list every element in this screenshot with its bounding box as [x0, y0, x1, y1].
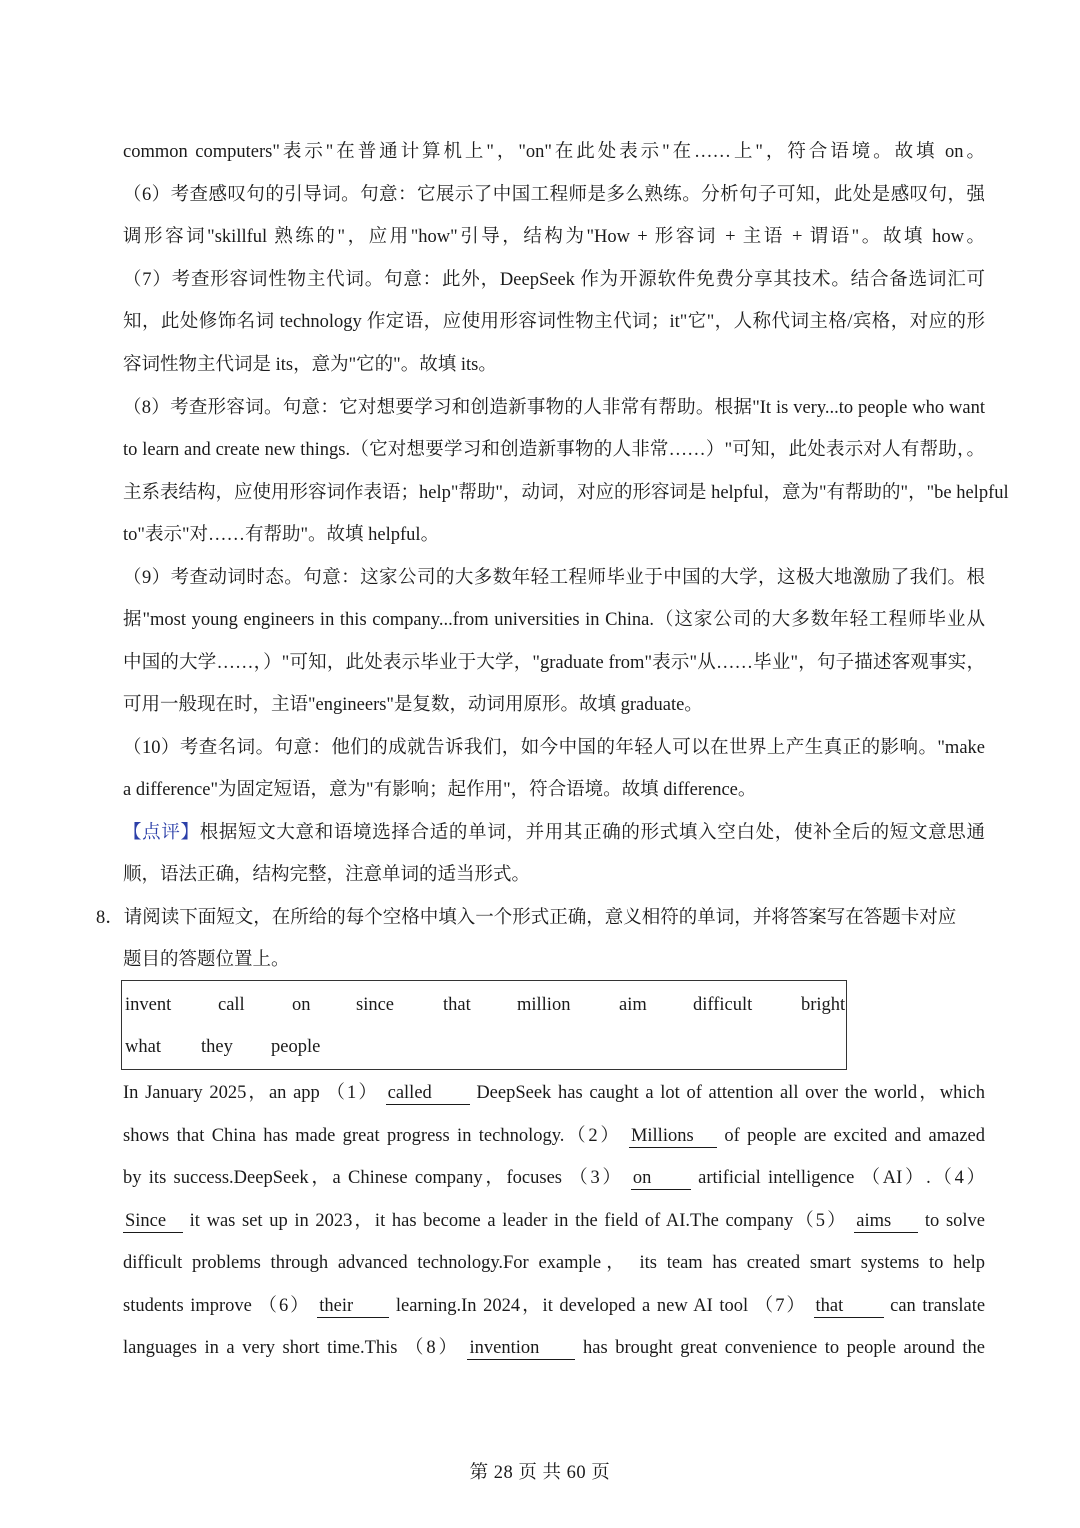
passage-line [123, 1207, 985, 1235]
word-bank-word: million [517, 995, 571, 1015]
explanation-line: to learn and create new things.（它对想要学习和创造新事物的人非常……）"可知，此处表示对人有帮助，。 [123, 440, 985, 460]
passage-text: by its success.DeepSeek，a Chinese company，focuses （3） [123, 1168, 624, 1188]
word-bank-word: what [125, 1037, 161, 1057]
word-bank-word: difficult [693, 995, 753, 1015]
comment-label: 【点评】 [123, 823, 200, 843]
word-bank-word: since [356, 995, 395, 1015]
answer-blank-1: called [386, 1082, 470, 1105]
passage-text: it was set up in 2023，it has become a leader in the field of AI.The company（5） [189, 1211, 848, 1231]
answer-blank-5: aims [854, 1210, 918, 1233]
passage-text: In January 2025，an app （1） [123, 1083, 379, 1103]
passage-text: artificial intelligence （AI）.（4） [698, 1168, 986, 1188]
explanation-line: 中国的大学……，）"可知，此处表示毕业于大学，"graduate from"表示"从……毕业"，句子描述客观事实， [123, 653, 985, 673]
explanation-line: a difference"为固定短语，意为"有影响；起作用"，符合语境。故填 difference。 [123, 780, 757, 800]
comment-text: 根据短文大意和语境选择合适的单词，并用其正确的形式填入空白处，使补全后的短文意思通 [199, 823, 985, 843]
word-bank-word: call [218, 995, 245, 1015]
passage-text: has brought great convenience to people around the [583, 1338, 986, 1358]
passage-line [123, 1292, 985, 1320]
explanation-line: （9）考查动词时态。句意：这家公司的大多数年轻工程师毕业于中国的大学，这极大地激励了我们。根 [123, 568, 985, 588]
explanation-line: 调形容词"skillful 熟练的"，应用"how"引导，结构为"How + 形容词 + 主语 + 谓语"。故填 how。 [123, 227, 985, 247]
question-number: 8． [96, 908, 124, 928]
passage-text: students improve （6） [123, 1296, 311, 1316]
comment-line [123, 819, 985, 847]
answer-blank-6: their [317, 1295, 389, 1318]
page-number-footer: 第 28 页 共 60 页 [469, 1463, 611, 1483]
comment-line: 顺，语法正确，结构完整，注意单词的适当形式。 [123, 865, 531, 885]
explanation-line: 据"most young engineers in this company...from universities in China.（这家公司的大多数年轻工程师毕业从 [123, 610, 985, 630]
answer-blank-2: Millions [629, 1125, 717, 1148]
passage-line [123, 1122, 985, 1150]
explanation-line: to"表示"对……有帮助"。故填 helpful。 [123, 525, 440, 545]
word-bank-word: people [271, 1037, 321, 1057]
explanation-line: （6）考查感叹句的引导词。句意：它展示了中国工程师是多么熟练。分析句子可知，此处是感叹句，强 [123, 185, 985, 205]
passage-text: shows that China has made great progress in technology.（2） [123, 1126, 622, 1146]
question-instruction: 请阅读下面短文，在所给的每个空格中填入一个形式正确，意义相符的单词，并将答案写在答题卡对应 [123, 908, 957, 928]
explanation-line: （10）考查名词。句意：他们的成就告诉我们，如今中国的年轻人可以在世界上产生真正的影响。"make [123, 738, 985, 758]
word-bank-word: they [201, 1037, 233, 1057]
explanation-line: 主系表结构，应使用形容词作表语；help"帮助"，动词，对应的形容词是 helpful，意为"有帮助的"，"be helpful [123, 483, 1009, 503]
passage-text: learning.In 2024，it developed a new AI tool （7） [395, 1296, 807, 1316]
answer-blank-8: invention [467, 1337, 575, 1360]
passage-text: languages in a very short time.This （8） [123, 1338, 460, 1358]
passage-line [123, 1334, 985, 1362]
answer-blank-3: on [631, 1167, 691, 1190]
explanation-line: 容词性物主代词是 its，意为"它的"。故填 its。 [123, 355, 497, 375]
word-bank-word: bright [801, 995, 846, 1015]
answer-blank-4: Since [123, 1210, 183, 1233]
explanation-line: （7）考查形容词性物主代词。句意：此外，DeepSeek 作为开源软件免费分享其技术。结合备选词汇可 [123, 270, 985, 290]
passage-line [123, 1164, 985, 1192]
word-bank-word: aim [619, 995, 647, 1015]
passage-line: difficult problems through advanced technology.For example， its team has created smart systems to help [123, 1253, 985, 1273]
answer-blank-7: that [814, 1295, 884, 1318]
word-bank-word: on [292, 995, 311, 1015]
explanation-line: 可用一般现在时，主语"engineers"是复数，动词用原形。故填 graduate。 [123, 695, 703, 715]
word-bank-word: invent [125, 995, 172, 1015]
word-bank-word: that [443, 995, 471, 1015]
explanation-line: 知，此处修饰名词 technology 作定语，应使用形容词性物主代词；it"它"，人称代词主格/宾格，对应的形 [123, 312, 985, 332]
passage-text: DeepSeek has caught a lot of attention all over the world，which [476, 1083, 985, 1103]
question-instruction-cont: 题目的答题位置上。 [123, 950, 290, 970]
question-heading [96, 904, 985, 932]
passage-line [123, 1079, 985, 1107]
passage-text: can translate [890, 1296, 986, 1316]
word-bank [121, 980, 847, 1070]
passage-text: of people are excited and amazed [724, 1126, 985, 1146]
explanation-line: （8）考查形容词。句意：它对想要学习和创造新事物的人非常有帮助。根据"It is very...to people who want [123, 398, 985, 418]
explanation-line: common computers"表示"在普通计算机上"，"on"在此处表示"在……上"，符合语境。故填 on。 [123, 142, 985, 162]
passage-text: to solve [924, 1211, 986, 1231]
